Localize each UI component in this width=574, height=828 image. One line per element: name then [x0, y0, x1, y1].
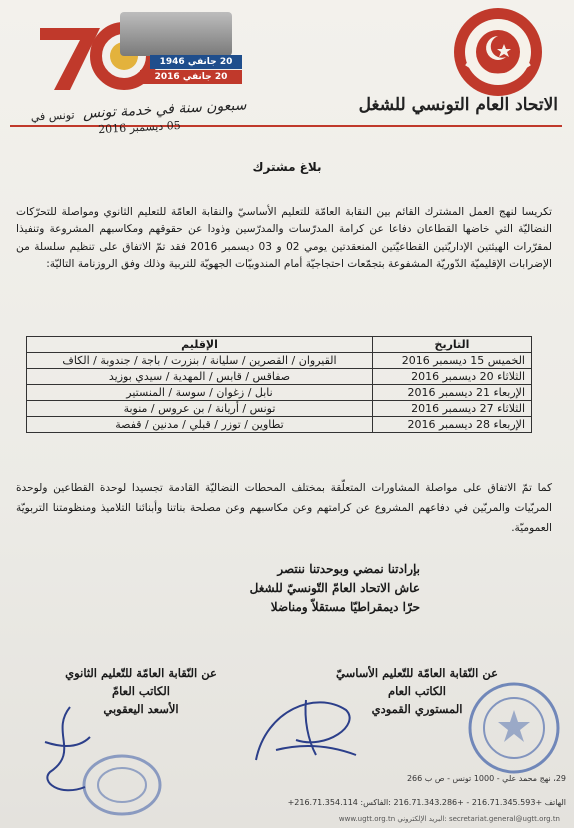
table-row [27, 369, 532, 385]
row-date: الخميس 15 ديسمبر 2016 [373, 353, 532, 369]
row-date: الثلاثاء 20 ديسمبر 2016 [373, 369, 532, 385]
row-regions: تطاوين / توزر / قبلي / مدنين / قفصة [27, 417, 373, 433]
footer-phones: +216.71.354.114 :الهاتف +216.71.345.593 - +216.71.343.286 :الفاكس [287, 798, 566, 807]
basic-education-stamp-icon [466, 680, 562, 776]
union-name: الاتحاد العام التونسي للشغل [358, 95, 558, 115]
signatory-org: عن النّقابة العامّة للتّعليم الأساسيّ [336, 666, 498, 680]
row-date: الإربعاء 28 ديسمبر 2016 [373, 417, 532, 433]
ugtt-logo [452, 6, 544, 98]
signature-scribble-icon [246, 680, 366, 776]
outro-paragraph: كما تمّ الاتفاق على مواصلة المشاورات المتعلّقة بمختلف المحطات النضاليّة القادمة تجسيدا لوحدة القطاعين ولوحدة المربّيات والمربّين في دفاعهم المشروع عن كرامتهم وعن مكاسبهم وعن مصلحة بناتنا وأبنائنا التلاميذ ومنظومتنا التربويّة العموميّة. [16, 482, 552, 534]
footer-address: 29، نهج محمد علي - 1000 تونس - ص ب 266 [406, 774, 566, 783]
table-row [27, 385, 532, 401]
intro-text: تكريسا لنهج العمل المشترك القائم بين النقابة العامّة للتعليم الأساسيّ والنقابة العامّة للتعليم الثانوي ومواصلة للتحرّكات النضاليّة التي خاضها القطاعان دفاعا عن كرامة المدرّسات والمدرّسين وذودا عن حقوقهم ومكاسبهم المشروعة وتنفيذا لمقرّرات الهيئتين الإداريّتين القطاعيّتين المنعقدتين يومي 02 و 03 ديسمبر 2016 فقد تمّ الاتفاق على تنظيم سلسلة من الإضرابات الإقليميّة الدّوريّة المشفوعة بتجمّعات احتجاجيّة أمام المندوبيّات الجهويّة للتربية وذلك وفق الروزنامة التاليّة: [16, 206, 552, 271]
row-regions: نابل / زغوان / سوسة / المنستير [27, 385, 373, 401]
signatory-name: الأسعد اليعقوبي [103, 702, 179, 716]
signature-scribble-icon [30, 702, 100, 802]
row-regions: تونس / أريانة / بن عروس / منوبة [27, 401, 373, 417]
strike-schedule-table [26, 336, 532, 433]
signatory-role: الكاتب العام [388, 684, 446, 698]
slogan-line: عاش الاتحاد العامّ التّونسيّ للشغل [249, 581, 420, 595]
signatory-org: عن النّقابة العامّة للتّعليم الثانوي [65, 666, 217, 680]
closing-slogans [140, 560, 420, 617]
anniversary-slogan [23, 97, 254, 141]
footer-website: www.ugtt.org.tn البريد الإلكتروني: secretariat.general@ugtt.org.tn [338, 815, 560, 823]
row-regions: القيروان / القصرين / سليانة / بنزرت / باجة / جندوبة / الكاف [27, 353, 373, 369]
intro-paragraph [16, 204, 552, 274]
row-date: الإربعاء 21 ديسمبر 2016 [373, 385, 532, 401]
signatory-role: الكاتب العامّ [112, 684, 170, 698]
document-title: بلاغ مشترك [252, 160, 322, 174]
anniversary-date-text: تونس في 05 ديسمبر 2016 [30, 108, 181, 137]
table-row [27, 401, 532, 417]
slogan-line: بإرادتنا نمضي وبوحدتنا ننتصر [277, 562, 420, 576]
row-regions: صفاقس / قابس / المهدية / سيدي بوزيد [27, 369, 373, 385]
table-row [27, 353, 532, 369]
founding-date-banner: 20 جانفي 1946 [150, 55, 242, 69]
anniversary-slogan-text: سبعون سنة في خدمة تونس [82, 97, 247, 122]
header-region: الإقليم [27, 337, 373, 353]
table-header-row [27, 337, 532, 353]
table-row [27, 417, 532, 433]
row-date: الثلاثاء 27 ديسمبر 2016 [373, 401, 532, 417]
signatory-name: المستوري القمودي [371, 702, 463, 716]
slogan-line: حرّا ديمقراطيّا مستقلاّ ومناضلا [270, 600, 420, 614]
anniversary-date-banner: 20 جانفي 2016 [140, 70, 242, 84]
header-date: التاريخ [373, 337, 532, 353]
leaders-photos [120, 12, 232, 56]
